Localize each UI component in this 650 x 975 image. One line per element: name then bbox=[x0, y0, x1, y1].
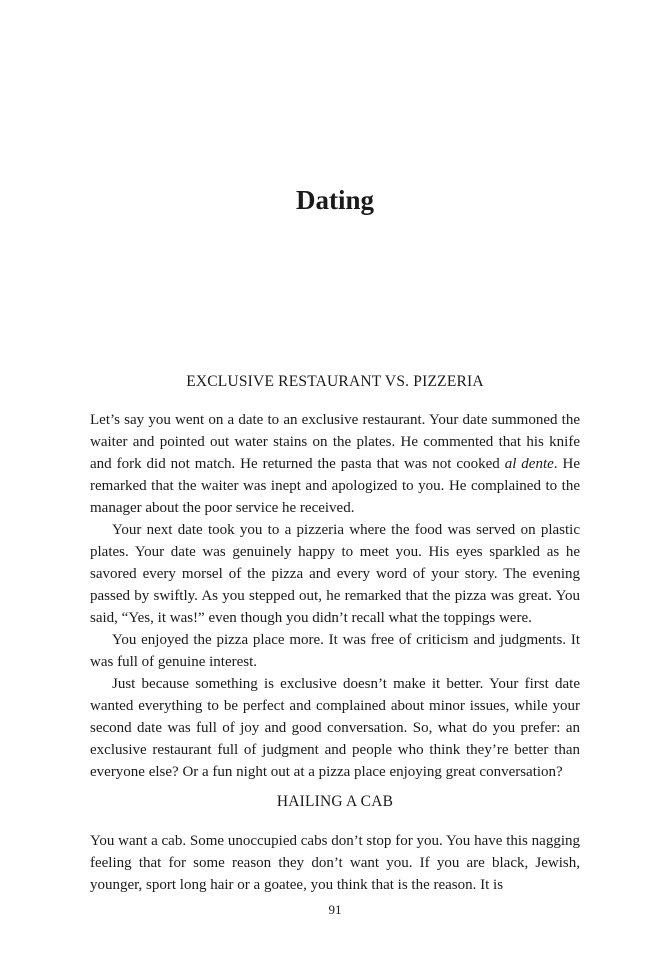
paragraph-text: . He remarked that the waiter was inept and apologized to you. He complained to the manager about the poor service he received. bbox=[90, 456, 580, 516]
section-body-cab bbox=[90, 830, 580, 896]
paragraph bbox=[90, 409, 580, 519]
paragraph-text: Let’s say you went on a date to an exclusive restaurant. Your date summoned the waiter and pointed out water stains on the plates. He commented that his knife and fork did not match. He returned the pasta that was not cooked bbox=[90, 412, 580, 472]
page-number: 91 bbox=[328, 902, 342, 917]
section-body-restaurant bbox=[90, 409, 580, 783]
paragraph: Just because something is exclusive doesn’t make it better. Your first date wanted everything to be perfect and complained about minor issues, while your second date was full of joy and good conversation. So, what do you prefer: an exclusive restaurant full of judgment and people who think they’re better than everyone else? Or a fun night out at a pizza place enjoying great conversation? bbox=[90, 676, 580, 780]
section-heading-cab: HAILING A CAB bbox=[276, 793, 394, 810]
emphasis-text: al dente bbox=[504, 456, 554, 472]
paragraph: Your next date took you to a pizzeria where the food was served on plastic plates. Your date was genuinely happy to meet you. His eyes sparkled as he savored every morsel of the pizza and every word of your story. The evening passed by swiftly. As you stepped out, he remarked that the pizza was great. You said, “Yes, it was!” even though you didn’t recall what the toppings were. bbox=[90, 522, 580, 626]
paragraph: You want a cab. Some unoccupied cabs don’t stop for you. You have this nagging feeling that for some reason they don’t want you. If you are black, Jewish, younger, sport long hair or a goatee, you think that is the reason. It is bbox=[90, 833, 580, 893]
paragraph: You enjoyed the pizza place more. It was free of criticism and judgments. It was full of genuine interest. bbox=[90, 632, 580, 670]
chapter-title: Dating bbox=[295, 185, 374, 215]
section-heading-restaurant: EXCLUSIVE RESTAURANT VS. PIZZERIA bbox=[186, 373, 484, 390]
